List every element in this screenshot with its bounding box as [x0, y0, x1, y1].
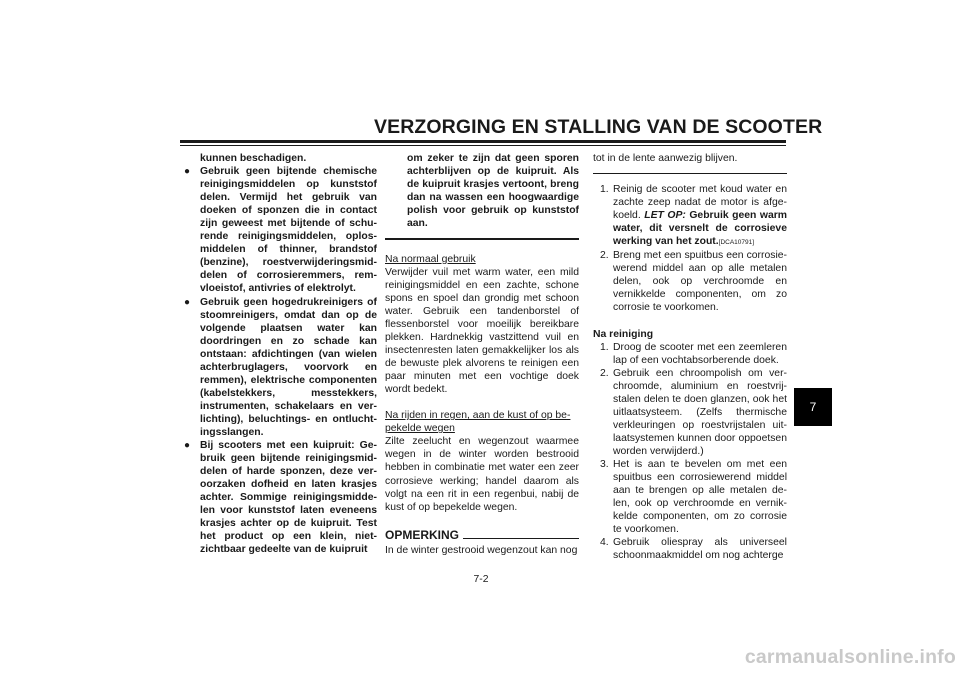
list-number: 1. — [600, 341, 609, 353]
bullet-item — [184, 439, 377, 556]
note-label: OPMERKING — [385, 527, 460, 542]
bullet-icon: ● — [184, 296, 191, 308]
note-body: In de winter gestrooid wegenzout kan nog — [385, 544, 578, 556]
section-heading: Na rijden in regen, aan de kust of op bepekelde wegen — [385, 410, 571, 435]
header-rule-thick — [180, 140, 786, 143]
page-title: VERZORGING EN STALLING VAN DE SCOOTER — [374, 116, 823, 138]
list-text: Gebruik een chroompolish om verchroomde, aluminium en roestvrijstalen delen te doen glanzen, ook het uitlaatsysteem. (Zelfs thermische verkleuringen op roestvrijstalen uitlaatsystemen kunnen door oppoetsen worden verwijderd.) — [613, 367, 787, 457]
list-text: Het is aan te bevelen om met een spuitbus een corrosiewerend middel aan te brengen op alle metalen delen, ook op verchroomde en vernikkelde componenten, om zo corrosie te voorkomen. — [613, 458, 787, 536]
list-number: 2. — [600, 250, 609, 262]
chapter-tab: 7 — [794, 388, 832, 426]
note-rule — [463, 538, 579, 539]
bullet-icon: ● — [184, 166, 191, 178]
caution-label: LET OP: — [644, 210, 686, 222]
section-body: Zilte zeelucht en wegenzout waarmee wegen in de winter worden bestrooid hebben in combinatie met water een zeer corrosieve werking; handel daarom als volgt na een rit in een regenbui, nabij de kust of op bepekelde wegen. — [385, 436, 579, 513]
caution-text: Gebruik geen warm water, dit versnelt de corrosieve werking van het zout. — [613, 210, 788, 248]
bullet-text: Bij scooters met een kuipruit: Gebruik geen bijtende reinigingsmiddelen of harde sponzen, deze veroorzaken dofheid en laten krasjes achter. Sommige reinigingsmiddelen voor kunststof laten eveneens krasjes achter op de kuipruit. Test het product op een klein, nietzichtbaar gedeelte van de kuipruit — [200, 440, 377, 556]
page-number: 7-2 — [473, 574, 489, 585]
section-heading: Na reiniging — [593, 328, 654, 340]
header-rule-thin — [180, 145, 786, 146]
bullet-item — [184, 296, 377, 440]
section-heading: Na normaal gebruik — [385, 253, 476, 265]
list-number: 2. — [600, 367, 609, 379]
list-number: 3. — [600, 458, 609, 470]
list-item — [593, 341, 787, 367]
col2-warning-continued: om zeker te zijn dat geen sporen achterblijven op de kuipruit. Als de kuipruit krasjes vertoont, breng dan na wassen een hoogwaardige polish voor gebruik op kunststof aan. — [407, 153, 579, 230]
list-number: 4. — [600, 537, 609, 549]
list-text: Droog de scooter met een zeemleren lap of een vochtabsorberende doek. — [613, 341, 787, 366]
column-1 — [184, 152, 377, 556]
note-heading — [385, 528, 579, 542]
note-body-continued: tot in de lente aanwezig blijven. — [593, 153, 738, 164]
list-item — [593, 458, 787, 536]
list-text: Breng met een spuitbus een corrosiewerend middel aan op alle metalen delen, ook op verchroomde en vernikkelde componenten, om zo corrosie te voorkomen. — [613, 250, 787, 314]
section-body: Verwijder vuil met warm water, een mild reinigingsmiddel en een zachte, schone spons en spoel dan grondig met schoon water. Gebruik een tandenborstel of flessenborstel voor moeilijk bereikbare plekken. Hardnekkig vastzittend vuil en insectenresten laten gemakkelijker los als de bewuste plek alvorens te reinigen een paar minuten met een vochtige doek wordt bedekt. — [385, 266, 579, 396]
list-item — [593, 536, 787, 562]
column-2 — [385, 152, 579, 557]
bullet-item — [184, 165, 377, 295]
list-text: Gebruik oliespray als universeel schoonmaakmiddel om nog achterge — [613, 537, 787, 562]
watermark: carmanualsonline.info — [744, 646, 956, 668]
bullet-text: Gebruik geen bijtende chemische reinigingsmiddelen op kunststof delen. Vermijd het gebruik van doeken of sponzen die in contact zijn geweest met bijtende of schurende reinigingsmiddelen, oplosmiddelen of thinner, brandstof (benzine), roestverwijderingsmiddelen of corrosieremmers, remvloeistof, antivries of elektrolyt. — [200, 166, 377, 295]
list-item — [593, 367, 787, 458]
list-number: 1. — [600, 184, 609, 196]
list-item — [593, 183, 787, 249]
list-text: Reinig de scooter met koud water en zachte zeep nadat de motor is afgekoeld. — [613, 184, 787, 222]
column-3 — [593, 152, 787, 562]
caution-code: [DCA10791] — [718, 239, 755, 247]
col1-intro: kunnen beschadigen. — [200, 153, 307, 164]
bullet-text: Gebruik geen hogedrukreinigers of stoomreinigers, omdat dan op de volgende plaatsen water kan doordringen en zo schade kan ontstaan: afdichtingen (van wielen achterbruglagers, voorvork en remmen), elektrische componenten (kabelstekkers, messtekkers, instrumenten, schakelaars en verlichting), beluchtings- en ontluchtingsslangen. — [200, 296, 377, 438]
list-item — [593, 249, 787, 314]
bullet-icon: ● — [184, 440, 191, 452]
